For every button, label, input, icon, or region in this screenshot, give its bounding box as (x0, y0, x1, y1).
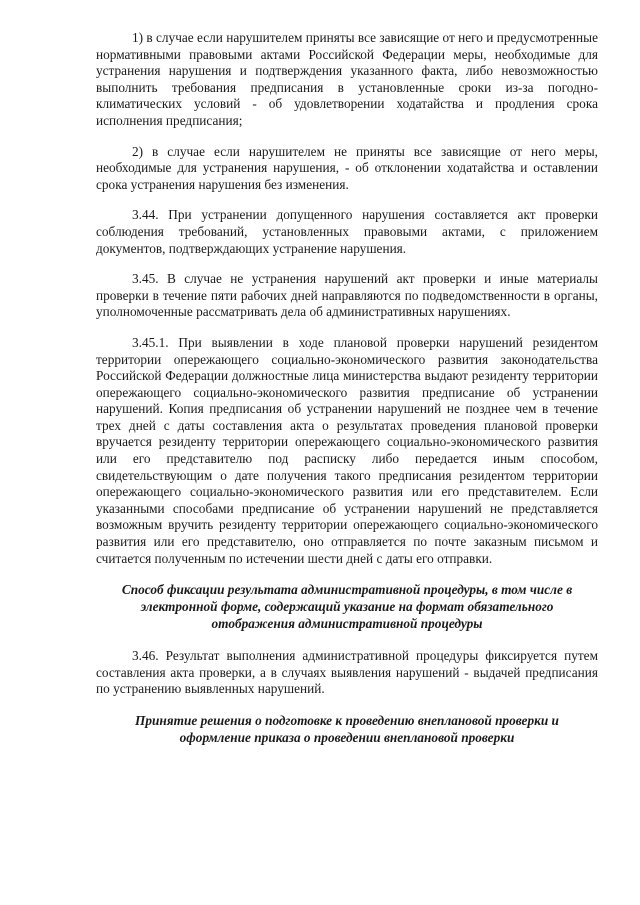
paragraph-item-2: 2) в случае если нарушителем не приняты все зависящие от него меры, необходимые для устранения нарушения, - об отклонении ходатайства и оставлении срока устранения нарушения без изменения. (96, 143, 598, 192)
section-heading-result-fixation: Способ фиксации результата административной процедуры, в том числе в электронной форме, содержащий указание на формат обязательного отображения административной процедуры (121, 582, 573, 632)
paragraph-3-45-1: 3.45.1. При выявлении в ходе плановой проверки нарушений резидентом территории опережающего социально-экономического развития законодательства Российской Федерации должностные лица министерства выдают резиденту территории опережающего социально-экономического развития предписание об устранении нарушений. Копия предписания об устранении нарушений не позднее чем в течение трех дней с даты составления акта о результатах проведения плановой проверки вручается резиденту территории опережающего социально-экономического развития или его представителю под расписку либо передается иным способом, свидетельствующим о дате получения такого предписания резидентом территории опережающего социально-экономического развития или его представителем. Если указанными способами предписание об устранении нарушений не представляется возможным вручить резиденту территории опережающего социально-экономического развития или его представителю, оно отправляется по почте заказным письмом и считается полученным по истечении шести дней с даты его отправки. (96, 334, 598, 566)
paragraph-3-45: 3.45. В случае не устранения нарушений акт проверки и иные материалы проверки в течение пяти рабочих дней направляются по подведомственности в органы, уполномоченные рассматривать дела об административных нарушениях. (96, 271, 598, 320)
paragraph-3-46: 3.46. Результат выполнения административной процедуры фиксируется путем составления акта проверки, а в случаях выявления нарушений - выдачей предписания по устранению выявленных нарушений. (96, 648, 598, 697)
paragraph-3-44: 3.44. При устранении допущенного нарушения составляется акт проверки соблюдения требований, установленных правовыми актами, с приложением документов, подтверждающих устранение нарушения. (96, 207, 598, 256)
section-heading-unscheduled-inspection: Принятие решения о подготовке к проведению внеплановой проверки и оформление приказа о проведении внеплановой проверки (135, 713, 559, 745)
document-body (96, 30, 598, 762)
paragraph-item-1: 1) в случае если нарушителем приняты все зависящие от него и предусмотренные нормативными правовыми актами Российской Федерации меры, необходимые для устранения нарушения и подтверждения указанного факта, либо невозможностью выполнить требования предписания в установленные сроки из-за погодно-климатических условий - об удовлетворении ходатайства и продления срока исполнения предписания; (96, 30, 598, 128)
